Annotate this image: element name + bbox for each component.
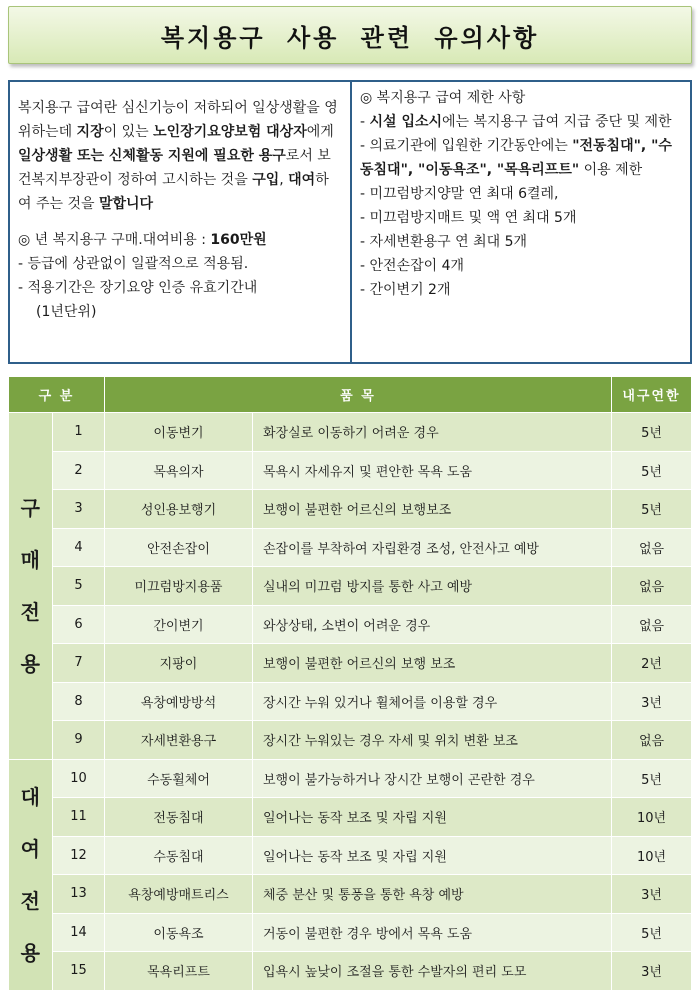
table-row bbox=[9, 528, 692, 567]
group-label: 구 매 전 용 bbox=[9, 413, 53, 760]
table-row bbox=[9, 682, 692, 721]
item-durability: 없음 bbox=[612, 567, 692, 606]
item-name: 간이변기 bbox=[105, 605, 253, 644]
item-description: 목욕시 자세유지 및 편안한 목욕 도움 bbox=[253, 451, 612, 490]
info-box bbox=[8, 80, 692, 364]
info-left-panel bbox=[10, 82, 352, 362]
restriction-facility: - 시설 입소시에는 복지용구 급여 지급 중단 및 제한 bbox=[360, 114, 672, 130]
item-name: 목욕리프트 bbox=[105, 952, 253, 991]
item-description: 일어나는 동작 보조 및 자립 지원 bbox=[253, 798, 612, 837]
limit-line: - 미끄럼방지매트 및 액 연 최대 5개 bbox=[360, 210, 577, 226]
item-name: 지팡이 bbox=[105, 644, 253, 683]
limit-line: - 간이변기 2개 bbox=[360, 282, 451, 298]
item-description: 보행이 불편한 어르신의 보행보조 bbox=[253, 490, 612, 529]
title-banner bbox=[8, 6, 692, 64]
restriction-heading: ◎ 복지용구 급여 제한 사항 bbox=[360, 90, 526, 106]
item-description: 와상상태, 소변이 어려운 경우 bbox=[253, 605, 612, 644]
item-number: 15 bbox=[53, 952, 105, 991]
item-number: 10 bbox=[53, 759, 105, 798]
item-durability: 5년 bbox=[612, 490, 692, 529]
table-row bbox=[9, 644, 692, 683]
item-durability: 10년 bbox=[612, 836, 692, 875]
limit-line: - 안전손잡이 4개 bbox=[360, 258, 465, 274]
item-durability: 5년 bbox=[612, 451, 692, 490]
header-category: 구 분 bbox=[9, 377, 105, 413]
item-number: 8 bbox=[53, 682, 105, 721]
item-name: 자세변환용구 bbox=[105, 721, 253, 760]
item-name: 미끄럼방지용품 bbox=[105, 567, 253, 606]
note-line: - 적용기간은 장기요양 인증 유효기간내 bbox=[18, 280, 258, 296]
table-row bbox=[9, 567, 692, 606]
header-durability: 내구연한 bbox=[612, 377, 692, 413]
item-number: 1 bbox=[53, 413, 105, 452]
header-item: 품 목 bbox=[105, 377, 612, 413]
item-number: 13 bbox=[53, 875, 105, 914]
item-number: 7 bbox=[53, 644, 105, 683]
restriction-hospital: - 의료기관에 입원한 기간동안에는 "전동침대", "수동침대", "이동욕조", "목욕리프트" 이용 제한 bbox=[360, 138, 672, 178]
item-durability: 2년 bbox=[612, 644, 692, 683]
item-name: 이동변기 bbox=[105, 413, 253, 452]
item-durability: 5년 bbox=[612, 759, 692, 798]
limit-line: - 자세변환용구 연 최대 5개 bbox=[360, 234, 527, 250]
item-number: 4 bbox=[53, 528, 105, 567]
item-durability: 3년 bbox=[612, 875, 692, 914]
item-durability: 없음 bbox=[612, 528, 692, 567]
item-name: 수동휠체어 bbox=[105, 759, 253, 798]
item-description: 입욕시 높낮이 조절을 통한 수발자의 편리 도모 bbox=[253, 952, 612, 991]
item-number: 11 bbox=[53, 798, 105, 837]
item-description: 장시간 누워 있거나 휠체어를 이용할 경우 bbox=[253, 682, 612, 721]
item-number: 9 bbox=[53, 721, 105, 760]
item-number: 6 bbox=[53, 605, 105, 644]
item-durability: 3년 bbox=[612, 952, 692, 991]
item-name: 이동욕조 bbox=[105, 913, 253, 952]
table-row bbox=[9, 952, 692, 991]
item-durability: 5년 bbox=[612, 413, 692, 452]
item-description: 장시간 누워있는 경우 자세 및 위치 변환 보조 bbox=[253, 721, 612, 760]
item-name: 욕창예방매트리스 bbox=[105, 875, 253, 914]
item-number: 3 bbox=[53, 490, 105, 529]
item-description: 거동이 불편한 경우 방에서 목욕 도움 bbox=[253, 913, 612, 952]
table-row bbox=[9, 798, 692, 837]
item-name: 성인용보행기 bbox=[105, 490, 253, 529]
table-row bbox=[9, 605, 692, 644]
info-right-panel bbox=[352, 82, 690, 362]
table-row bbox=[9, 413, 692, 452]
note-line: (1년단위) bbox=[36, 304, 97, 320]
item-description: 실내의 미끄럼 방지를 통한 사고 예방 bbox=[253, 567, 612, 606]
item-number: 2 bbox=[53, 451, 105, 490]
item-durability: 5년 bbox=[612, 913, 692, 952]
item-name: 안전손잡이 bbox=[105, 528, 253, 567]
note-line: - 등급에 상관없이 일괄적으로 적용됨. bbox=[18, 256, 249, 272]
item-description: 보행이 불가능하거나 장시간 보행이 곤란한 경우 bbox=[253, 759, 612, 798]
item-description: 보행이 불편한 어르신의 보행 보조 bbox=[253, 644, 612, 683]
annual-cost: ◎ 년 복지용구 구매.대여비용 : 160만원 bbox=[18, 232, 267, 248]
item-description: 체중 분산 및 통풍을 통한 욕창 예방 bbox=[253, 875, 612, 914]
item-durability: 3년 bbox=[612, 682, 692, 721]
page-title: 복지용구 사용 관련 유의사항 bbox=[160, 23, 540, 52]
item-description: 일어나는 동작 보조 및 자립 지원 bbox=[253, 836, 612, 875]
item-name: 욕창예방방석 bbox=[105, 682, 253, 721]
table-row bbox=[9, 836, 692, 875]
limit-line: - 미끄럼방지양말 연 최대 6켤레, bbox=[360, 186, 559, 202]
item-description: 손잡이를 부착하여 자립환경 조성, 안전사고 예방 bbox=[253, 528, 612, 567]
item-name: 목욕의자 bbox=[105, 451, 253, 490]
item-name: 수동침대 bbox=[105, 836, 253, 875]
table-row bbox=[9, 451, 692, 490]
item-description: 화장실로 이동하기 어려운 경우 bbox=[253, 413, 612, 452]
table-row bbox=[9, 490, 692, 529]
definition-text: 복지용구 급여란 심신기능이 저하되어 일상생활을 영위하는데 지장이 있는 노인장기요양보험 대상자에게 일상생활 또는 신체활동 지원에 필요한 용구로서 보건복지부장관이 정하여 고시하는 것을 구입, 대여하여 주는 것을 말합니다 bbox=[18, 100, 338, 212]
table-row bbox=[9, 875, 692, 914]
welfare-items-table bbox=[8, 376, 692, 991]
table-row bbox=[9, 913, 692, 952]
item-durability: 없음 bbox=[612, 721, 692, 760]
table-row bbox=[9, 759, 692, 798]
item-durability: 10년 bbox=[612, 798, 692, 837]
table-row bbox=[9, 721, 692, 760]
item-number: 12 bbox=[53, 836, 105, 875]
item-durability: 없음 bbox=[612, 605, 692, 644]
item-number: 14 bbox=[53, 913, 105, 952]
item-number: 5 bbox=[53, 567, 105, 606]
item-name: 전동침대 bbox=[105, 798, 253, 837]
group-label: 대 여 전 용 bbox=[9, 759, 53, 990]
